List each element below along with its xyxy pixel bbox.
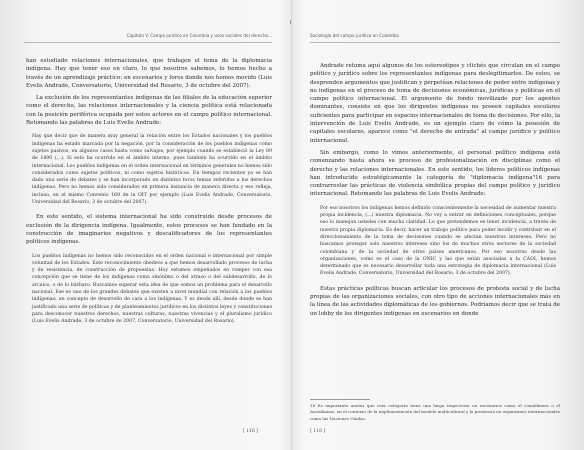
left-page-number: [ 116 ] (242, 429, 258, 434)
right-running-head: Sociología del campo jurídico en Colombia (310, 33, 399, 38)
left-header-rule (24, 42, 272, 43)
right-page (298, 0, 576, 450)
left-paragraph-2: La exclusión de los representantes indígenas de las filiales de la educación superior como el derecho, las relaciones internacionales y la ciencia política está relacionada con la posición periférica ocupada por estos actores en el campo político internacional. Retomando las palabras de Luis Evelis Andrade: (26, 95, 272, 127)
left-paragraph-1: han estudiado relaciones internacionales, que trabajen el tema de la diplomacia indígena. Hay que tener eso en claro, lo que nosotros sabemos, lo hemos hecho a través de un aprendizaje práctico: en escenarios y foros donde nos hemos movido (Luis Evelis Andrade, Conversatorio, Universidad del Rosario, 3 de octubre del 2007). (26, 58, 272, 89)
left-running-head: Capítulo V. Campo jurídico en Colombia y usos sociales del derecho... (126, 33, 272, 38)
right-paragraph-2: Sin embargo, como lo vimos anteriormente, el personal político indígena está comenzando hasta ahora su proceso de profesionalización en disciplinas como el derecho y las relaciones internacionales. En este sentido, los líderes políticos indígenas han introducido estratégicamente la categoría de "diplomacia indígena"16 para contrarrestar las prácticas de violencia simbólica propias del campo político y jurídico internacional. Retomando las palabras de Luis Evelis Andrade: (310, 149, 560, 198)
left-paragraph-3: En este sentido, el sistema internacional ha sido construido desde procesos de exclusión de la dirigencia indígena. Igualmente, estos procesos se han fundado en la construcción de imaginarios negativos y descalificadores de los representantes políticos indígenas. (26, 214, 272, 246)
footnote-rule (310, 399, 370, 400)
right-paragraph-3: Estas prácticas políticas buscan articular los procesos de protesta social y de lucha propias de las organizaciones sociales, con otro tipo de acciones internacionales más en la línea de las actividades diplomáticas de los gobiernos. Podríamos decir que se trata de un lobby de los dirigentes indígenas en escenarios en donde (310, 285, 560, 317)
left-block-quote-1: Hay que decir que de manera muy general la relación entre los Estados nacionales y los pueblos indígenas ha estado marcada por la negación, por la consideración de los pueblos indígenas como sujetos pasivos, en algunos casos hasta como salvajes, por ejemplo cuando se estableció la Ley 89 de 1890 (...). Si esto ha ocurrido en el ámbito interno, pues también ha ocurrido en el ámbito internacional. Los pueblos indígenas en el orden internacional en términos generales no hemos sido considerados como sujetos políticos, ni como sujetos históricos. En tiempos recientes ya se han dado una serie de debates y se han incorporado en distintos foros temas referidos a los derechos indígenas. Pero no hemos sido considerados en primera instancia de manera directa y eso refleja, incluso, en el mismo Convenio 169 de la OIT por ejemplo (Luis Evelis Andrade, Conversatorio, Universidad del Rosario, 3 de octubre del 2007). (32, 134, 272, 206)
footnote-16: 16 Es importante anotar que esta categoría tiene una larga trayectoria en escenarios como el conaldinese o el Austalianas, en el contexto de la implementación del modelo multicultural y la presencia en organismos internacionales como las Naciones Unidas. (310, 403, 560, 421)
right-header-rule (310, 42, 560, 43)
left-block-quote-2: Los pueblos indígenas no hemos sido reconocidos en el orden nacional e internacional por simple voluntad de los Estados. Este reconocimiento obedece a que hemos desarrollado procesos de lucha y de resistencia, de construcción de propuestas. Hoy estamos empeñados en romper con esa concepción que se tiene de los indígenas como sinónimo o del atraso o del subdesarrollo, de lo arcaico, o de lo bárbaro. Buscamos superar esta idea de que somos un problema para el desarrollo nacional. Ese es uno de los grandes debates que existen a nivel mundial con relación a los pueblos indígenas: un concepto de desarrollo de cara a los indígenas. Y es desde allí, desde donde se han justificado una serie de políticas y de planteamientos jurídicos en los distintos leyes y constituciones para desconocer nuestros derechos, nuestras culturas, nuestras vivencias y el pluralismo jurídico (Luis Evelis Andrade, 3 de octubre de 2007, Conversatorio, Universidad del Rosario). (32, 253, 272, 325)
right-paragraph-1: Andrade retoma aquí algunos de los estereotipos y clichés que circulan en el campo político y jurídico sobre los representantes indígenas para deslegitimarlos. De estos, se desprenden argumentos que justifican y perpetúan relaciones de poder entre indígenas y no indígenas en el proceso de toma de decisiones económicas, jurídicas y políticas en el campo político internacional. El argumento de fondo movilizado por los agentes dominantes, consiste en que los dirigentes indígenas no poseen capitales escolares suficientes para participar en espacios internacionales de toma de decisiones. Por ello, la intervención de Luis Evelis Andrade, es un ejemplo claro de cómo la posesión de capitales escolares, aparece como "el derecho de entrada" al campo jurídico y político internacional. (310, 63, 560, 144)
page-gutter (291, 0, 293, 450)
right-block-quote: Por eso nosotros los indígenas hemos definido conscientemente la necesidad de aumentar nuestra propia incidencia, (...) nuestra diplomacia. No voy a entrar en definiciones conceptuales, porque eso lo manejan ustedes con mucha claridad. Lo que pretendemos es tener incidencia, a través de nuestra propia diplomacia. Es decir, hacer un trabajo político para poder incidir y contribuir en el direccionamiento de la toma de decisiones cuando se afectan nuestros intereses. Pero no buscamos proteger solo nuestros intereses sino los de muchos otros sectores de la sociedad colombiana y de la sociedad de otros países americanos. Por eso nosotros desde las organizaciones, como es el caso de la ONIC y las que están asociadas a la CAOI, hemos determinado que es necesario desarrollar toda una estrategia de diplomacia internacional (Luis Evelis Andrade, Conversatorio, Universidad del Rosario, 3 de octubre del 2007). (320, 205, 556, 277)
right-page-number: [ 116 ] (310, 429, 326, 434)
right-body-text (310, 62, 560, 322)
left-body-text (26, 57, 272, 333)
left-page (8, 0, 286, 450)
